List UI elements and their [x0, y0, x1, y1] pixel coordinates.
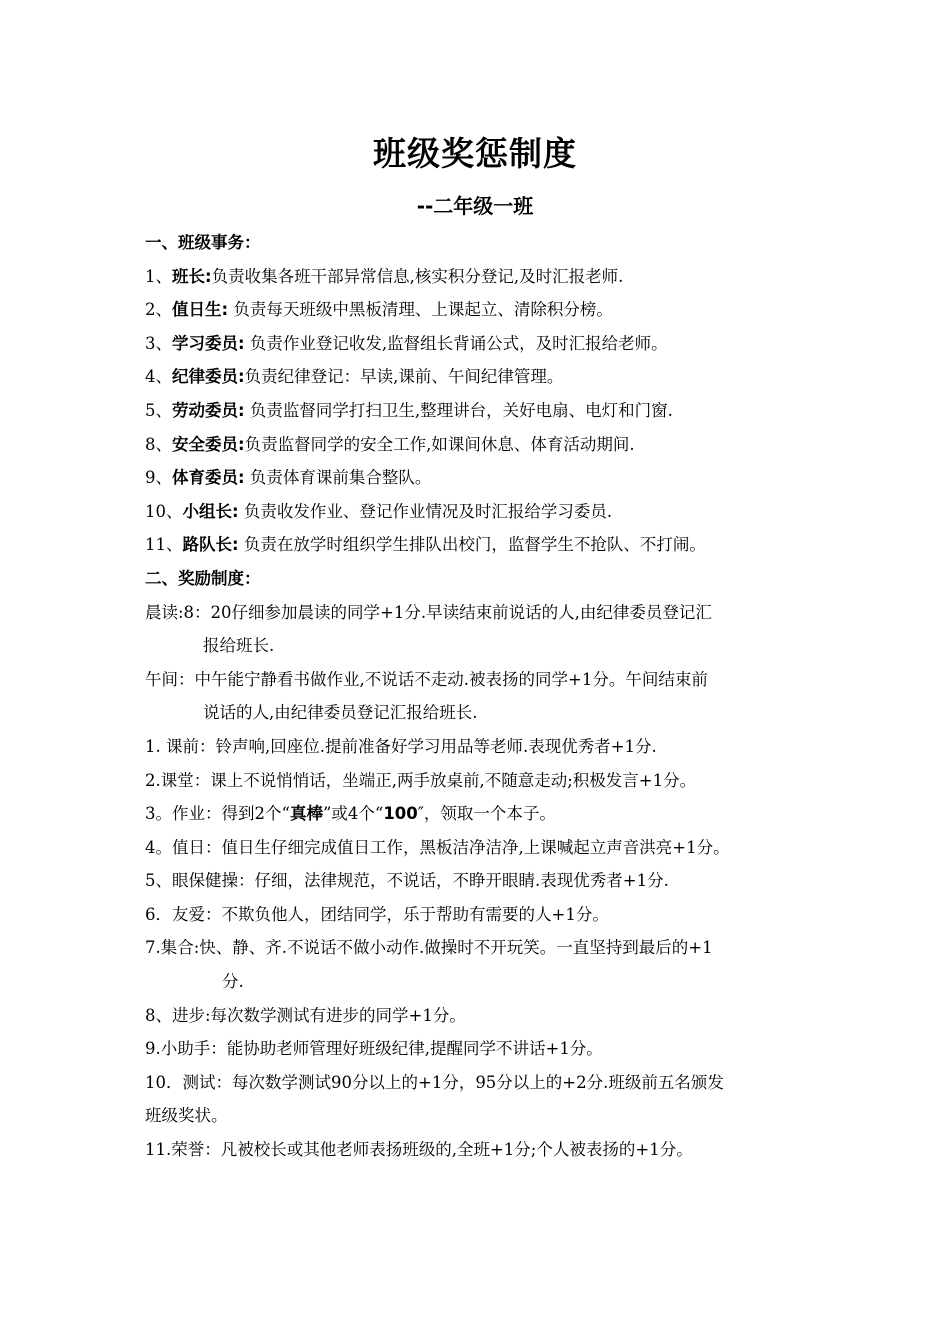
rule-9: 9.小助手：能协助老师管理好班级纪律,提醒同学不讲话+1分。	[145, 1039, 603, 1059]
section2-heading: 二、奖励制度：	[145, 568, 261, 588]
role-label: 小组长:	[182, 501, 239, 521]
role-description: 负责纪律登记：早读,课前、午间纪律管理。	[244, 367, 564, 387]
item-number: 1、	[145, 266, 172, 286]
item-number: 2、	[145, 300, 172, 320]
item-number: 8、	[145, 434, 172, 454]
role-description: 负责在放学时组织学生排队出校门，监督学生不抢队、不打闹。	[238, 535, 706, 555]
rule-3-text: 3。作业：得到2个“	[145, 804, 290, 824]
role-description: 负责每天班级中黑板清理、上课起立、清除积分榜。	[228, 300, 613, 320]
rule-8: 8、进步:每次数学测试有进步的同学+1分。	[145, 1005, 466, 1025]
duty-item	[145, 394, 815, 428]
role-label: 班长:	[172, 266, 212, 286]
rule-6: 6．友爱：不欺负他人，团结同学，乐于帮助有需要的人+1分。	[145, 904, 609, 924]
rule-10-line2: 班级奖状。	[145, 1106, 228, 1126]
role-description: 负责收集各班干部异常信息,核实积分登记,及时汇报老师.	[211, 266, 624, 286]
rule-noon-line2: 说话的人,由纪律委员登记汇报给班长.	[203, 703, 478, 723]
item-number: 11、	[145, 535, 183, 555]
rule-3-emphasis: 100	[383, 804, 418, 824]
role-description: 负责体育课前集合整队。	[244, 468, 432, 488]
duty-item	[145, 528, 815, 562]
duty-item	[145, 327, 815, 361]
duty-item	[145, 260, 815, 294]
duty-item	[145, 495, 815, 529]
duty-item	[145, 360, 815, 394]
item-number: 10、	[145, 501, 183, 521]
rule-3	[145, 797, 815, 831]
role-label: 值日生:	[172, 300, 229, 320]
section1-heading: 一、班级事务：	[145, 233, 261, 252]
role-label: 纪律委员:	[172, 367, 245, 387]
role-label: 体育委员:	[172, 468, 245, 488]
rule-noon-line1: 午间：中午能宁静看书做作业,不说话不走动.被表扬的同学+1分。午间结束前	[145, 669, 708, 689]
document-subtitle: --二年级一班	[416, 194, 534, 218]
item-number: 9、	[145, 468, 172, 488]
duty-item	[145, 428, 815, 462]
rule-5: 5、眼保健操：仔细，法律规范，不说话，不睁开眼睛.表现优秀者+1分.	[145, 871, 669, 891]
role-description: 负责监督同学的安全工作,如课间休息、体育活动期间.	[244, 434, 635, 454]
item-number: 3、	[145, 333, 172, 353]
role-description: 负责收发作业、登记作业情况及时汇报给学习委员.	[238, 501, 613, 521]
rule-morning-line1: 晨读:8：20仔细参加晨读的同学+1分.早读结束前说话的人,由纪律委员登记汇	[145, 602, 712, 622]
role-description: 负责监督同学打扫卫生,整理讲台，关好电扇、电灯和门窗.	[244, 400, 673, 420]
document-body	[145, 226, 815, 1167]
rule-3-emphasis: 真棒	[289, 804, 323, 824]
document-title: 班级奖惩制度	[373, 134, 577, 173]
role-label: 劳动委员:	[172, 400, 245, 420]
rule-3-text: ”或4个“	[322, 804, 384, 824]
duty-item	[145, 461, 815, 495]
rule-3-text: ″，领取一个本子。	[417, 804, 556, 824]
role-label: 学习委员:	[172, 333, 245, 353]
item-number: 4、	[145, 367, 172, 387]
rule-4: 4。值日：值日生仔细完成值日工作，黑板洁净洁净,上课喊起立声音洪亮+1分。	[145, 837, 730, 857]
rule-7-line1: 7.集合:快、静、齐.不说话不做小动作.做操时不开玩笑。一直坚持到最后的+1	[145, 938, 713, 958]
rule-11: 11.荣誉：凡被校长或其他老师表扬班级的,全班+1分;个人被表扬的+1分。	[145, 1140, 693, 1160]
rule-10-line1: 10．测试：每次数学测试90分以上的+1分，95分以上的+2分.班级前五名颁发	[145, 1072, 724, 1092]
role-label: 路队长:	[182, 535, 239, 555]
rule-morning-line2: 报给班长.	[203, 636, 275, 656]
rule-2: 2.课堂：课上不说悄悄话，坐端正,两手放桌前,不随意走动;积极发言+1分。	[145, 770, 697, 790]
rule-7-line2: 分.	[222, 972, 244, 992]
role-label: 安全委员:	[172, 434, 245, 454]
item-number: 5、	[145, 400, 172, 420]
role-description: 负责作业登记收发,监督组长背诵公式，及时汇报给老师。	[244, 333, 668, 353]
duty-item	[145, 293, 815, 327]
rule-1: 1. 课前：铃声响,回座位.提前准备好学习用品等老师.表现优秀者+1分.	[145, 736, 657, 756]
